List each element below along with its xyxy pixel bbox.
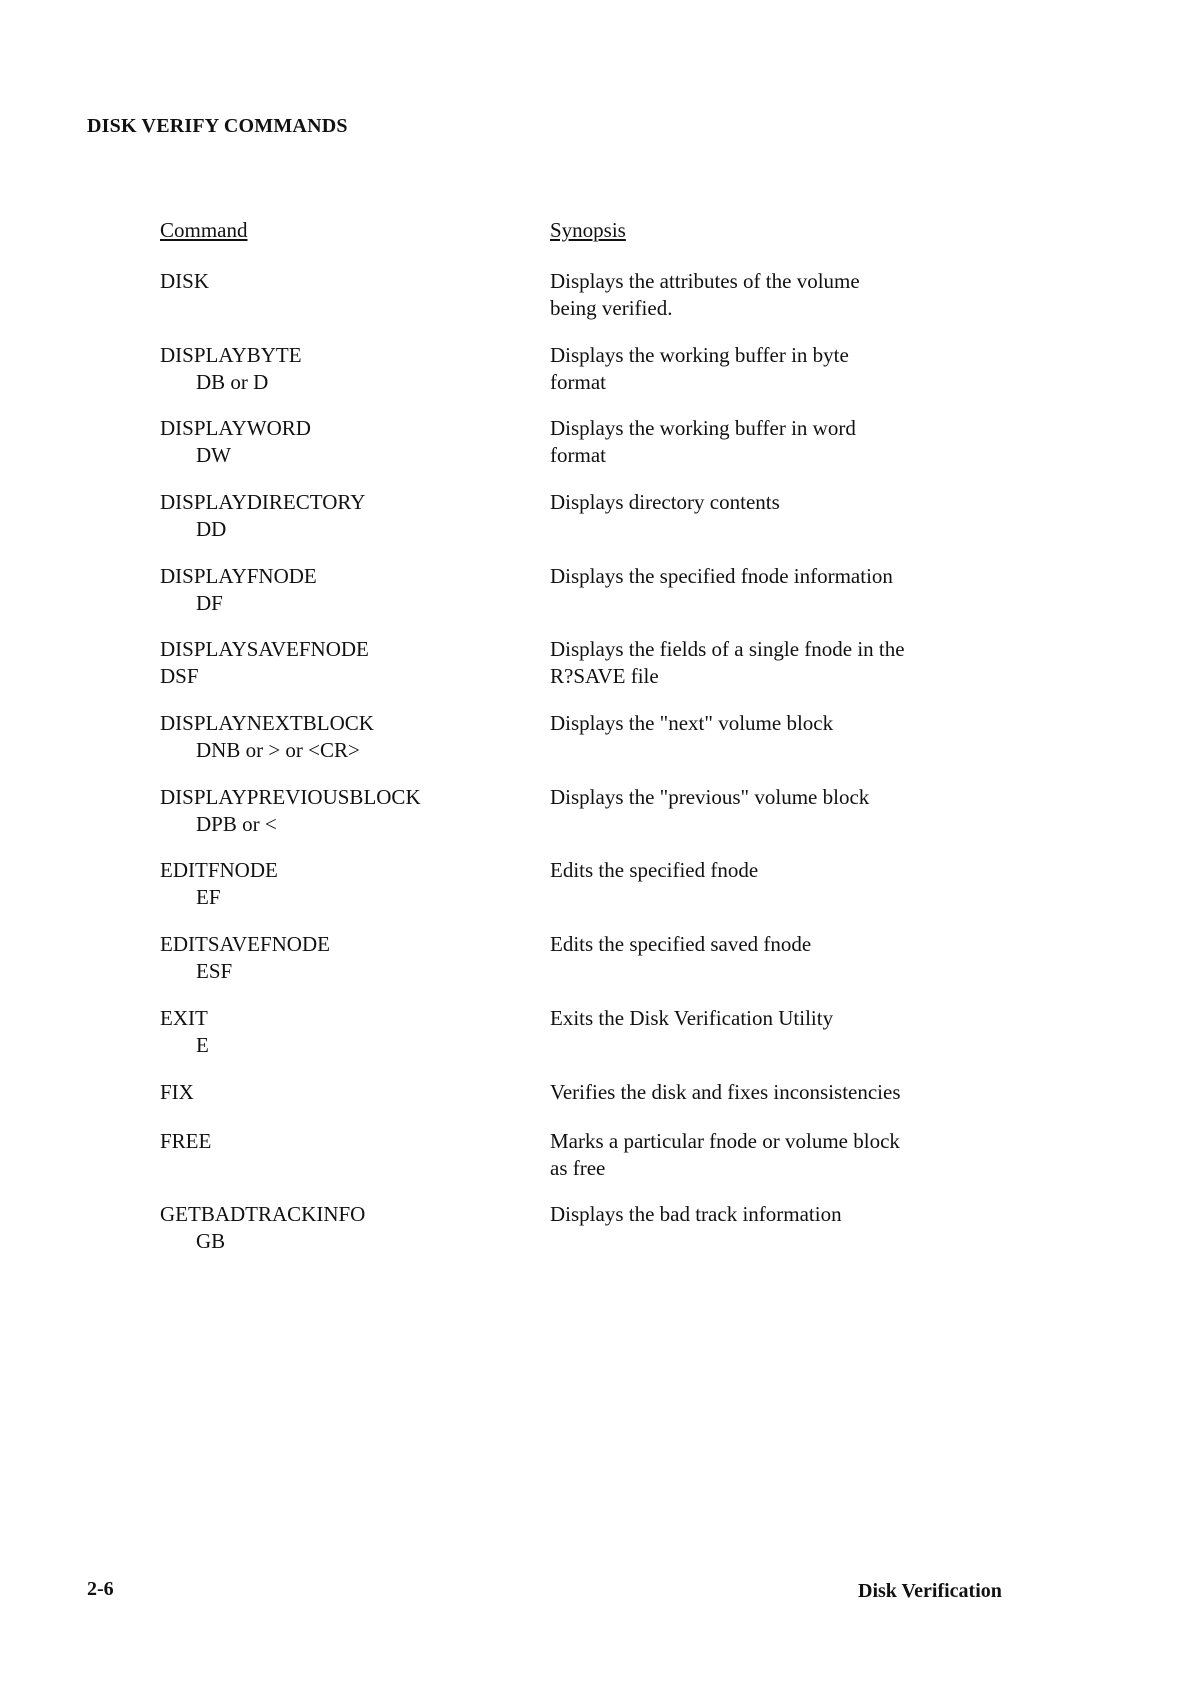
- command-cell: [160, 1128, 540, 1155]
- synopsis-line: R?SAVE file: [550, 664, 659, 688]
- synopsis-cell: [550, 636, 970, 690]
- command-cell: [160, 931, 540, 985]
- command-cell: [160, 710, 540, 764]
- synopsis-line: being verified.: [550, 296, 673, 320]
- command-name: DISPLAYPREVIOUSBLOCK: [160, 785, 421, 809]
- command-table: [160, 218, 980, 1253]
- table-header: [160, 218, 980, 250]
- command-abbrev: DW: [196, 443, 231, 467]
- command-cell: [160, 784, 540, 838]
- header-synopsis: Synopsis: [550, 218, 626, 242]
- command-name: EXIT: [160, 1006, 208, 1030]
- page-number: 2-6: [87, 1578, 114, 1600]
- command-abbrev: GB: [196, 1229, 226, 1253]
- synopsis-line: format: [550, 370, 606, 394]
- command-abbrev: E: [196, 1033, 209, 1057]
- command-cell: [160, 489, 540, 543]
- command-abbrev: ESF: [196, 959, 233, 983]
- command-name: DISPLAYFNODE: [160, 564, 317, 588]
- command-abbrev: DNB or > or <CR>: [196, 738, 360, 762]
- command-cell: [160, 636, 540, 690]
- command-name: DISPLAYDIRECTORY: [160, 490, 366, 514]
- command-name: DISK: [160, 269, 210, 293]
- synopsis-line: Verifies the disk and fixes inconsistencies: [550, 1080, 901, 1104]
- command-name: DISPLAYNEXTBLOCK: [160, 711, 374, 735]
- command-cell: [160, 1079, 540, 1106]
- command-cell: [160, 857, 540, 911]
- synopsis-cell: [550, 931, 970, 958]
- synopsis-cell: [550, 1128, 970, 1182]
- synopsis-line: Edits the specified fnode: [550, 858, 759, 882]
- synopsis-cell: [550, 268, 970, 322]
- synopsis-cell: [550, 342, 970, 396]
- synopsis-line: Displays the "previous" volume block: [550, 785, 870, 809]
- command-abbrev: DD: [196, 517, 227, 541]
- command-cell: [160, 415, 540, 469]
- command-abbrev: DF: [196, 591, 223, 615]
- synopsis-line: Displays the fields of a single fnode in the: [550, 637, 905, 661]
- command-name: EDITSAVEFNODE: [160, 932, 330, 956]
- synopsis-line: Marks a particular fnode or volume block: [550, 1129, 900, 1153]
- command-abbrev: DSF: [160, 664, 199, 688]
- synopsis-line: Displays the specified fnode information: [550, 564, 893, 588]
- synopsis-line: as free: [550, 1156, 606, 1180]
- command-cell: [160, 1005, 540, 1059]
- command-cell: [160, 563, 540, 617]
- chapter-title: Disk Verification: [858, 1580, 1002, 1602]
- synopsis-line: Exits the Disk Verification Utility: [550, 1006, 834, 1030]
- command-name: FREE: [160, 1129, 212, 1153]
- synopsis-line: Displays the "next" volume block: [550, 711, 834, 735]
- synopsis-cell: [550, 784, 970, 811]
- synopsis-line: Displays the attributes of the volume: [550, 269, 860, 293]
- command-abbrev: DPB or <: [196, 812, 277, 836]
- synopsis-line: Displays directory contents: [550, 490, 780, 514]
- synopsis-cell: [550, 563, 970, 590]
- synopsis-cell: [550, 1005, 970, 1032]
- command-cell: [160, 342, 540, 396]
- command-name: FIX: [160, 1080, 194, 1104]
- command-abbrev: DB or D: [196, 370, 269, 394]
- command-name: DISPLAYSAVEFNODE: [160, 637, 369, 661]
- header-command: Command: [160, 218, 248, 242]
- synopsis-cell: [550, 489, 970, 516]
- synopsis-cell: [550, 857, 970, 884]
- command-cell: [160, 268, 540, 295]
- command-name: DISPLAYWORD: [160, 416, 311, 440]
- command-name: EDITFNODE: [160, 858, 278, 882]
- synopsis-line: Displays the working buffer in word: [550, 416, 856, 440]
- synopsis-cell: [550, 710, 970, 737]
- section-title: DISK VERIFY COMMANDS: [87, 115, 348, 137]
- command-cell: [160, 1201, 540, 1255]
- command-name: DISPLAYBYTE: [160, 343, 302, 367]
- command-abbrev: EF: [196, 885, 221, 909]
- synopsis-cell: [550, 1201, 970, 1228]
- synopsis-line: Displays the working buffer in byte: [550, 343, 849, 367]
- synopsis-cell: [550, 1079, 970, 1106]
- synopsis-line: Edits the specified saved fnode: [550, 932, 812, 956]
- synopsis-line: format: [550, 443, 606, 467]
- command-name: GETBADTRACKINFO: [160, 1202, 366, 1226]
- synopsis-line: Displays the bad track information: [550, 1202, 842, 1226]
- synopsis-cell: [550, 415, 970, 469]
